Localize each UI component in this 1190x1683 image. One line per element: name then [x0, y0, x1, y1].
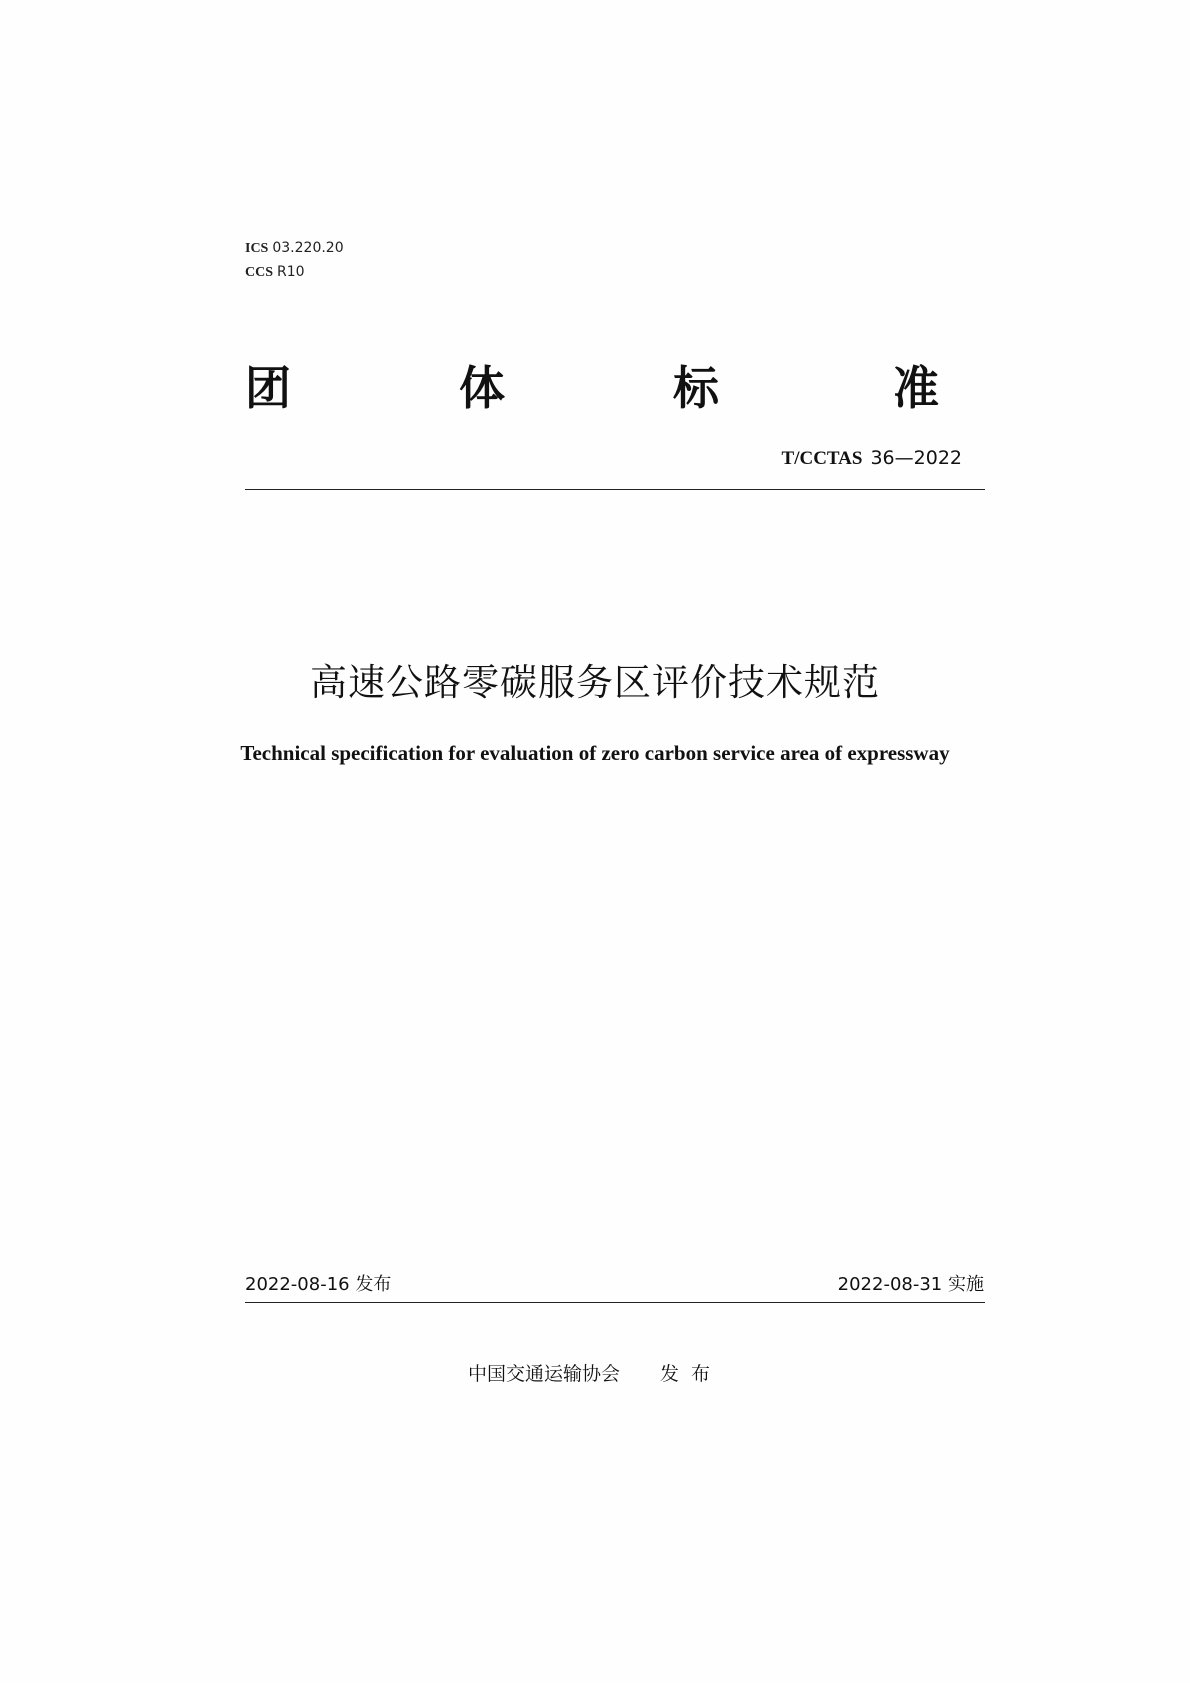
ics-classification [245, 239, 344, 258]
standard-type-title [245, 360, 965, 420]
ics-value: 03.220.20 [272, 240, 344, 256]
publisher-action: 发布 [660, 1363, 723, 1385]
title-char: 团 [245, 361, 291, 415]
ics-label: ICS [245, 241, 269, 256]
english-title: Technical specification for evaluation of zero carbon service area of expressway [240, 741, 950, 765]
implementation-date: 2022-08-31 实施 [837, 1274, 984, 1295]
standard-number [782, 446, 962, 471]
title-char: 体 [459, 361, 505, 415]
publisher-organization: 中国交通运输协会 [467, 1363, 620, 1385]
bottom-divider [245, 1302, 985, 1303]
title-char: 标 [673, 361, 719, 415]
standard-prefix: T/CCTAS [781, 448, 863, 469]
ccs-value: R10 [277, 264, 305, 280]
top-divider [245, 489, 985, 490]
issue-date: 2022-08-16 发布 [245, 1274, 392, 1295]
title-char: 准 [893, 361, 939, 415]
ccs-label: CCS [245, 265, 274, 280]
chinese-title: 高速公路零碳服务区评价技术规范 [310, 661, 880, 704]
ccs-classification [245, 263, 305, 282]
publisher-line [0, 1361, 1190, 1387]
standard-suffix: 36—2022 [870, 447, 962, 469]
